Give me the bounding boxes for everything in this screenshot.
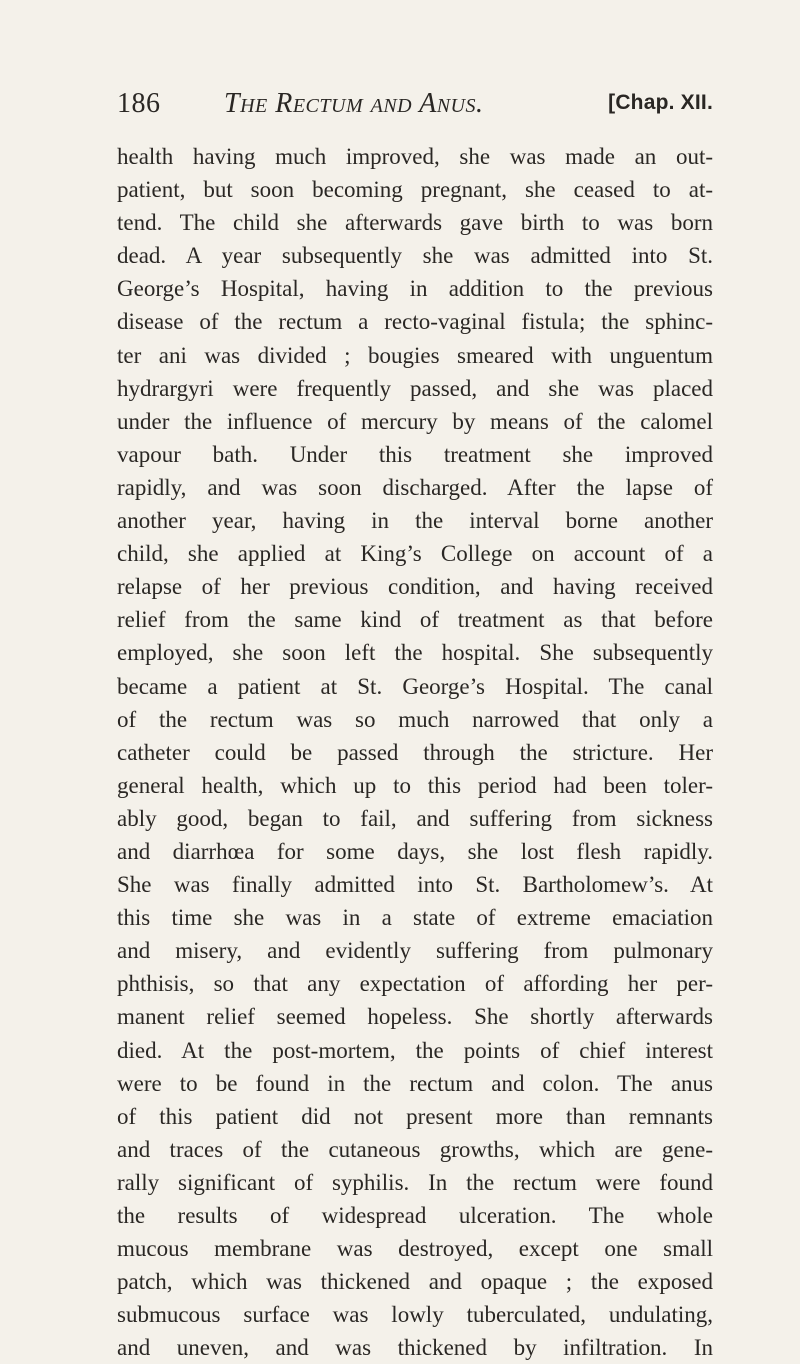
text-line: patient, but soon becoming pregnant, she ceased to at- bbox=[117, 177, 713, 203]
text-line: general health, which up to this period had been toler- bbox=[117, 772, 713, 798]
text-line: George’s Hospital, having in addition to the previous bbox=[117, 276, 713, 302]
text-line: mucous membrane was destroyed, except one small bbox=[117, 1236, 713, 1262]
text-line: catheter could be passed through the stricture. Her bbox=[117, 739, 713, 765]
text-line: rally significant of syphilis. In the rectum were found bbox=[117, 1169, 713, 1195]
text-line: this time she was in a state of extreme emaciation bbox=[117, 905, 713, 931]
text-line: died. At the post-mortem, the points of chief interest bbox=[117, 1037, 713, 1063]
text-line: dead. A year subsequently she was admitted into St. bbox=[117, 243, 713, 269]
text-line: submucous surface was lowly tuberculated, undulating, bbox=[117, 1302, 713, 1328]
text-line: and diarrhœa for some days, she lost flesh rapidly. bbox=[117, 838, 713, 864]
text-line: another year, having in the interval borne another bbox=[117, 508, 713, 534]
text-line: hydrargyri were frequently passed, and she was placed bbox=[117, 375, 713, 401]
text-line: employed, she soon left the hospital. She subsequently bbox=[117, 640, 713, 666]
page-number: 186 bbox=[117, 88, 161, 119]
text-line: under the influence of mercury by means of the calomel bbox=[117, 408, 713, 434]
chapter-reference: [Chap. XII. bbox=[608, 91, 713, 114]
text-line: became a patient at St. George’s Hospital. The canal bbox=[117, 673, 713, 699]
text-line: ably good, began to fail, and suffering from sickness bbox=[117, 805, 713, 831]
text-line: patch, which was thickened and opaque ; the exposed bbox=[117, 1269, 713, 1295]
running-title: The Rectum and Anus. bbox=[224, 88, 484, 119]
text-line: disease of the rectum a recto-vaginal fistula; the sphinc- bbox=[117, 309, 713, 335]
text-line: phthisis, so that any expectation of affording her per- bbox=[117, 971, 713, 997]
text-line: were to be found in the rectum and colon. The anus bbox=[117, 1070, 713, 1096]
text-line: the results of widespread ulceration. The whole bbox=[117, 1203, 713, 1228]
running-head bbox=[117, 88, 713, 124]
text-line: rapidly, and was soon discharged. After the lapse of bbox=[117, 474, 713, 500]
text-line: manent relief seemed hopeless. She shortly afterwards bbox=[117, 1004, 713, 1030]
text-line: She was finally admitted into St. Bartholomew’s. At bbox=[117, 872, 713, 898]
text-line: and traces of the cutaneous growths, which are gene- bbox=[117, 1136, 713, 1162]
text-line: tend. The child she afterwards gave birth to was born bbox=[117, 210, 713, 236]
text-line: of the rectum was so much narrowed that only a bbox=[117, 706, 713, 732]
body-text bbox=[117, 140, 713, 1364]
text-line: relief from the same kind of treatment as that before bbox=[117, 607, 713, 633]
text-line: and uneven, and was thickened by infiltration. In bbox=[117, 1335, 713, 1361]
text-line: and misery, and evidently suffering from pulmonary bbox=[117, 938, 713, 964]
text-line: health having much improved, she was made an out- bbox=[117, 144, 713, 169]
text-line: vapour bath. Under this treatment she improved bbox=[117, 441, 713, 467]
text-line: ter ani was divided ; bougies smeared with unguentum bbox=[117, 342, 713, 368]
text-line: of this patient did not present more than remnants bbox=[117, 1103, 713, 1129]
text-line: child, she applied at King’s College on account of a bbox=[117, 541, 713, 567]
text-line: relapse of her previous condition, and having received bbox=[117, 574, 713, 600]
